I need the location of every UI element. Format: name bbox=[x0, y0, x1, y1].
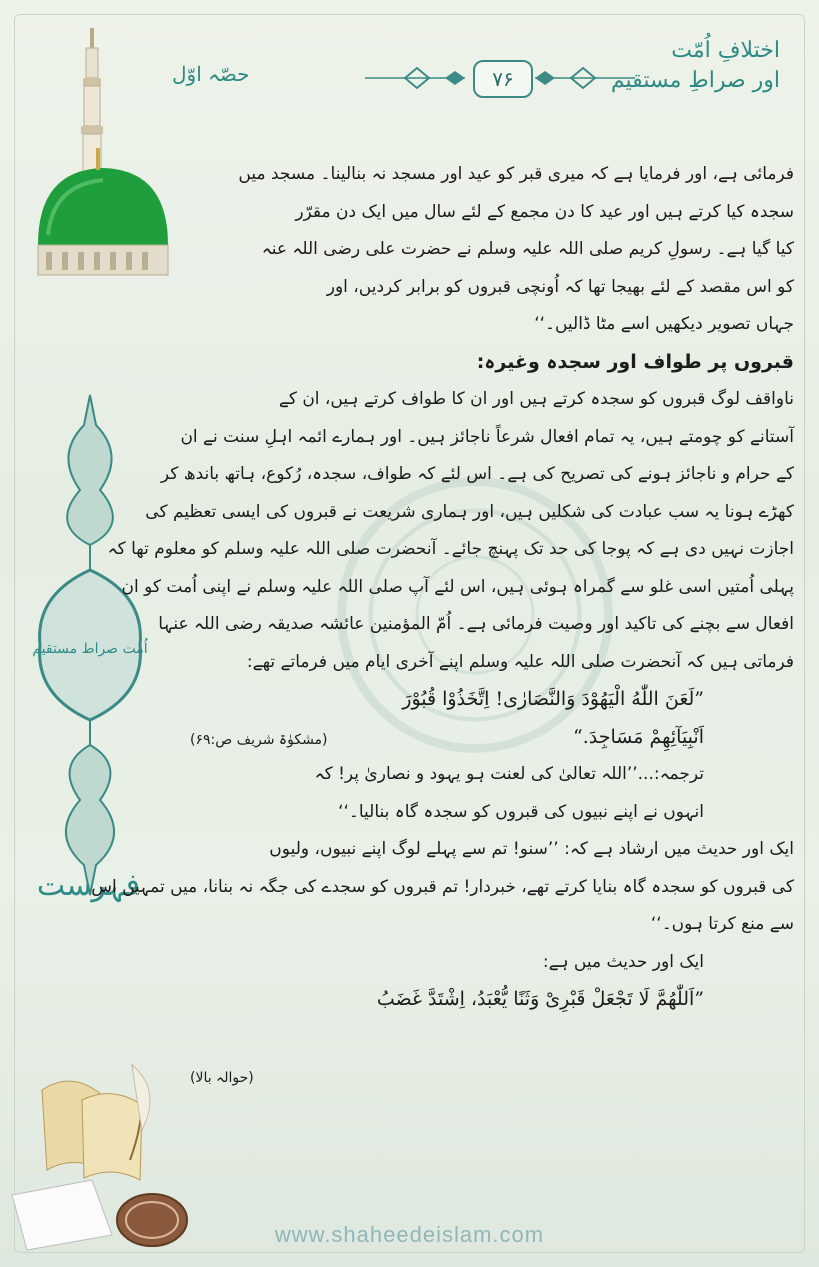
book-title-line1: اختلافِ اُمّت bbox=[671, 38, 780, 63]
hadith-arabic-end: اَنْبِيَآئِهِمْ مَسَاجِدَ.“ bbox=[573, 725, 704, 748]
hadith-reference: (حوالہ بالا) bbox=[190, 1070, 254, 1086]
text-line: پہلی اُمتیں اسی غلو سے گمراہ ہوئی ہیں، اس لئے آپ صلی اللہ علیہ وسلم نے اپنی اُمت کو ان bbox=[121, 576, 794, 597]
text-line: کے حرام و ناجائز ہونے کی تصریح کی ہے۔ اس لئے کہ طواف، سجدہ، رُکوع، ہاتھ باندھ کر bbox=[160, 464, 794, 484]
hadith-arabic-line: ”لَعَنَ اللّٰهُ الْيَهُوْدَ وَالنَّصَارٰى! اِتَّخَذُوْا قُبُوْرَ bbox=[402, 688, 704, 710]
text-line: کھڑے ہونا یہ سب عبادت کی شکلیں ہیں، اور ہماری شریعت نے قبروں کی ایسی تعظیم کی bbox=[145, 501, 794, 522]
text-line: سجدہ کیا کرتے ہیں اور عید کا دن مجمع کے لئے سال میں ایک دن مقرّر bbox=[295, 201, 794, 222]
text-line: جہاں تصویر دیکھیں اسے مٹا ڈالیں۔‘‘ bbox=[534, 314, 794, 334]
website-url[interactable]: www.shaheedeislam.com bbox=[274, 1222, 545, 1247]
hadith-reference: (مشکوٰۃ شریف ص:۶۹) bbox=[190, 732, 328, 748]
text-line: فرمائی ہے، اور فرمایا ہے کہ میری قبر کو عید اور مسجد نہ بنالینا۔ مسجد میں bbox=[238, 164, 794, 184]
page-header bbox=[160, 38, 800, 120]
translation-line: ترجمہ:...’’اللہ تعالیٰ کی لعنت ہو یہود و نصاریٰ پر! کہ bbox=[314, 764, 704, 784]
text-line: ناواقف لوگ قبروں کو سجدہ کرتے ہیں اور ان کا طواف کرتے ہیں، ان کے bbox=[278, 389, 794, 409]
part-label: حصّہ اوّل bbox=[172, 62, 250, 86]
page-body bbox=[91, 156, 794, 1019]
text-line: افعال سے بچنے کی تاکید اور وصیت فرمائی ہے۔ اُمّ المؤمنین عائشہ صدیقہ رضی اللہ عنہا bbox=[158, 614, 794, 634]
side-ornament-logo bbox=[30, 395, 150, 895]
text-line: کیا گیا ہے۔ رسولِ کریم صلی اللہ علیہ وسلم نے حضرت علی رضی اللہ عنہ bbox=[261, 239, 794, 259]
section-heading: قبروں پر طواف اور سجدہ وغیرہ: bbox=[476, 350, 794, 373]
text-line: سے منع کرتا ہوں۔‘‘ bbox=[650, 914, 794, 934]
text-line: ایک اور حدیث میں ارشاد ہے کہ: ’’سنو! تم سے پہلے لوگ اپنے نبیوں، ولیوں bbox=[269, 839, 794, 859]
book-title bbox=[611, 36, 780, 96]
text-line: آستانے کو چومتے ہیں، یہ تمام افعال شرعاً ناجائز ہیں۔ اور ہمارے ائمہ اہلِ سنت نے ان bbox=[180, 426, 794, 447]
page-number: ۷۶ bbox=[473, 60, 533, 98]
text-line: فرماتی ہیں کہ آنحضرت صلی اللہ علیہ وسلم اپنے آخری ایام میں فرماتے تھے: bbox=[246, 651, 794, 672]
table-of-contents-link[interactable]: فہرست bbox=[36, 868, 140, 903]
text-line: اجازت نہیں دی ہے کہ پوجا کی حد تک پہنچ جائے۔ آنحضرت صلی اللہ علیہ وسلم کو معلوم تھا کہ bbox=[107, 539, 794, 559]
text-line: ایک اور حدیث میں ہے: bbox=[542, 951, 704, 972]
green-dome-minaret-image bbox=[28, 20, 168, 310]
logo-text: اُمت صراط مستقیم bbox=[32, 641, 148, 657]
text-line: کو اس مقصد کے لئے بھیجا تھا کہ اُونچی قبروں کو برابر کردیں، اور bbox=[326, 276, 794, 297]
text-line: کی قبروں کو سجدہ گاہ بنایا کرتے تھے، خبردار! تم قبروں کو سجدے کی جگہ نہ بنانا، میں تمہیں اس bbox=[91, 876, 794, 897]
translation-line: انہوں نے اپنے نبیوں کی قبروں کو سجدہ گاہ بنالیا۔‘‘ bbox=[338, 801, 704, 822]
hadith-arabic-line: ”اَللّٰهُمَّ لَا تَجْعَلْ قَبْرِىْ وَثَنًا يُّعْبَدُ، اِشْتَدَّ غَضَبُ bbox=[376, 988, 704, 1010]
header-ornament bbox=[365, 60, 635, 96]
book-title-line2: اور صراطِ مستقیم bbox=[610, 68, 780, 93]
